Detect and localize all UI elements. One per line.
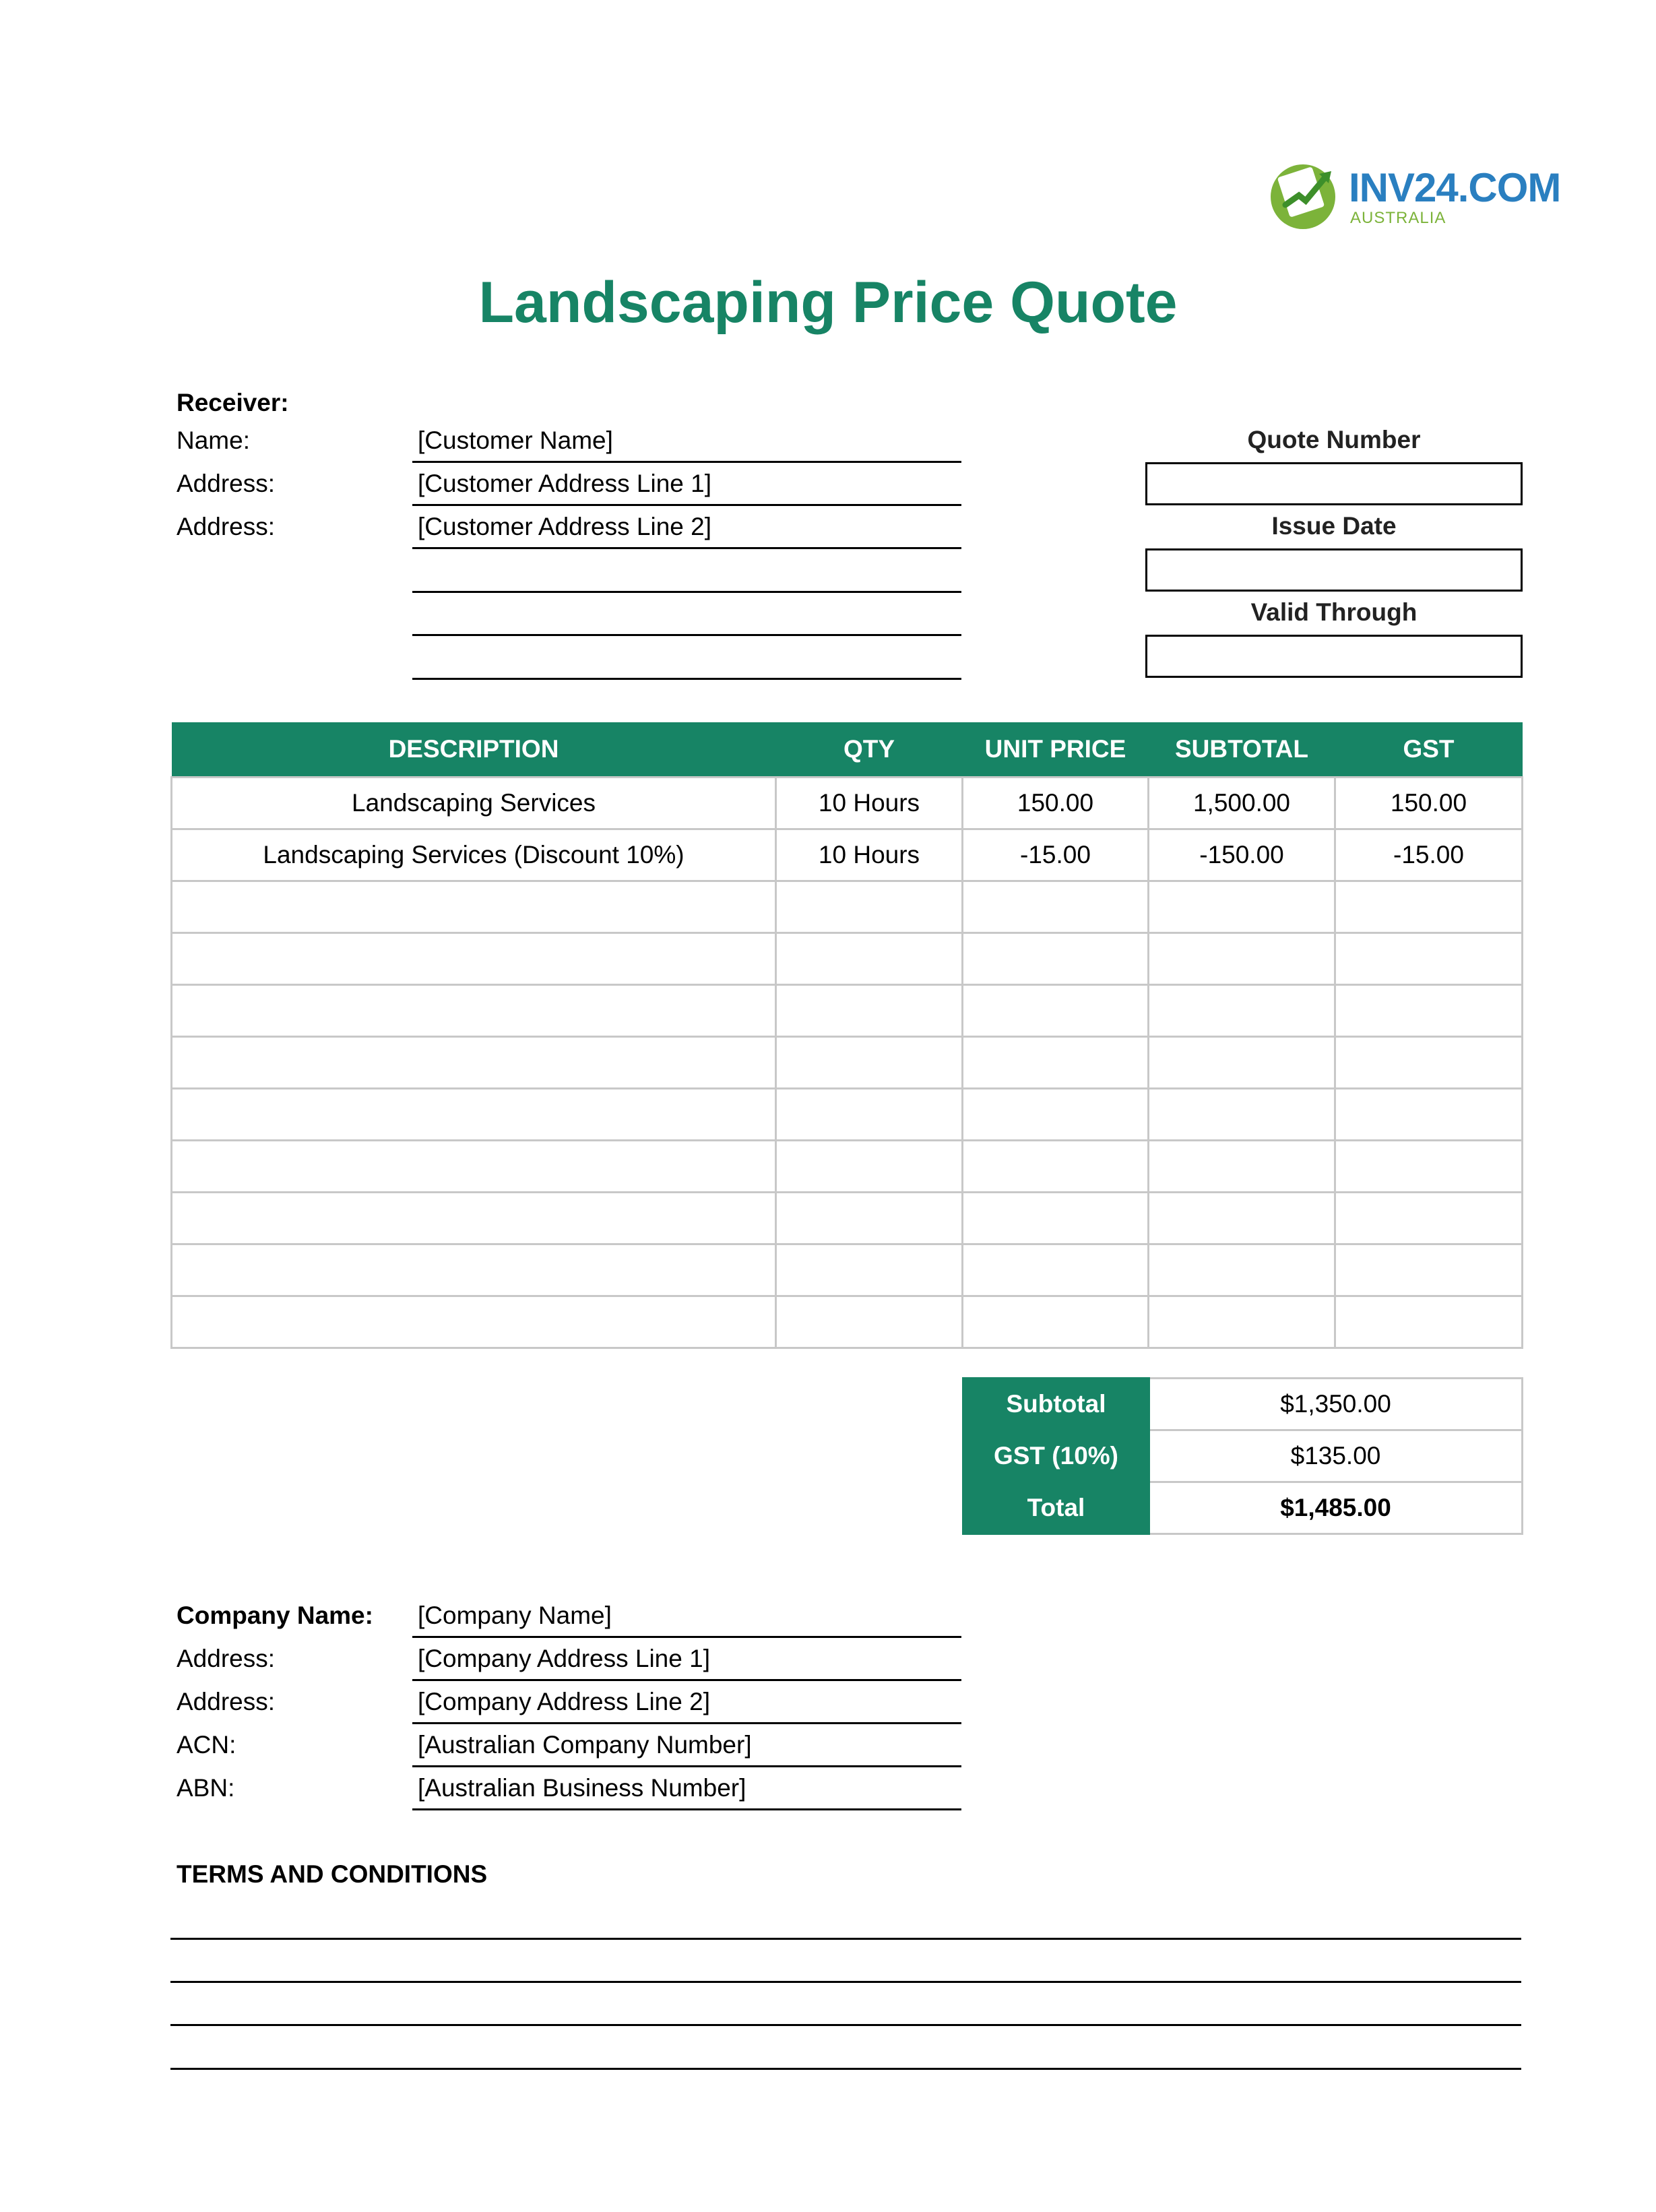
terms-line-4[interactable] — [170, 2068, 1521, 2070]
logo-name: INV24.COM — [1349, 165, 1561, 210]
cell-description[interactable] — [172, 881, 776, 933]
cell-unit-price[interactable]: 150.00 — [963, 778, 1149, 829]
terms-line-1[interactable] — [170, 1938, 1521, 1940]
valid-through-label: Valid Through — [1250, 598, 1418, 626]
cell-description[interactable] — [172, 1089, 776, 1141]
table-row — [172, 1193, 1523, 1244]
table-row — [172, 933, 1523, 985]
receiver-address2-underline — [412, 547, 961, 549]
cell-gst[interactable] — [1335, 933, 1523, 985]
cell-description[interactable] — [172, 1244, 776, 1296]
cell-description[interactable]: Landscaping Services (Discount 10%) — [172, 829, 776, 881]
table-row — [172, 1089, 1523, 1141]
total-value: $1,485.00 — [1149, 1482, 1523, 1534]
cell-subtotal[interactable] — [1149, 1037, 1335, 1089]
cell-subtotal[interactable] — [1149, 1141, 1335, 1193]
cell-description[interactable]: Landscaping Services — [172, 778, 776, 829]
cell-qty[interactable] — [776, 985, 963, 1037]
cell-unit-price[interactable] — [963, 1089, 1149, 1141]
gst-row — [963, 1430, 1523, 1482]
cell-gst[interactable] — [1335, 985, 1523, 1037]
company-address2-label: Address: — [177, 1688, 276, 1715]
cell-unit-price[interactable] — [963, 1037, 1149, 1089]
receiver-heading: Receiver: — [177, 389, 289, 416]
subtotal-value: $1,350.00 — [1149, 1379, 1523, 1430]
table-row — [172, 1244, 1523, 1296]
cell-subtotal[interactable] — [1149, 881, 1335, 933]
receiver-name-field[interactable]: [Customer Name] — [418, 426, 613, 454]
table-row — [172, 778, 1523, 829]
cell-qty[interactable]: 10 Hours — [776, 778, 963, 829]
terms-line-2[interactable] — [170, 1981, 1521, 1983]
cell-gst[interactable] — [1335, 1244, 1523, 1296]
terms-heading: TERMS AND CONDITIONS — [177, 1860, 488, 1888]
terms-line-3[interactable] — [170, 2024, 1521, 2026]
page-title: Landscaping Price Quote — [478, 270, 1178, 335]
cell-qty[interactable] — [776, 1296, 963, 1348]
receiver-address1-field[interactable]: [Customer Address Line 1] — [418, 470, 711, 497]
abn-field[interactable]: [Australian Business Number] — [418, 1774, 746, 1802]
cell-unit-price[interactable] — [963, 1193, 1149, 1244]
subtotal-row — [963, 1379, 1523, 1430]
table-row — [172, 1141, 1523, 1193]
cell-unit-price[interactable] — [963, 1244, 1149, 1296]
cell-qty[interactable] — [776, 1193, 963, 1244]
cell-qty[interactable] — [776, 1141, 963, 1193]
company-logo — [1265, 156, 1561, 237]
line-items-header-row — [172, 722, 1523, 778]
cell-description[interactable] — [172, 1296, 776, 1348]
cell-subtotal[interactable] — [1149, 1089, 1335, 1141]
cell-gst[interactable]: 150.00 — [1335, 778, 1523, 829]
logo-chart-icon — [1265, 156, 1341, 232]
company-name-label: Company Name: — [177, 1602, 373, 1629]
receiver-address2-field[interactable]: [Customer Address Line 2] — [418, 513, 711, 540]
acn-field[interactable]: [Australian Company Number] — [418, 1731, 752, 1759]
cell-unit-price[interactable] — [963, 985, 1149, 1037]
gst-label: GST (10%) — [963, 1430, 1149, 1482]
cell-gst[interactable] — [1335, 1141, 1523, 1193]
totals-table — [962, 1377, 1523, 1535]
cell-subtotal[interactable] — [1149, 1244, 1335, 1296]
table-row — [172, 881, 1523, 933]
cell-unit-price[interactable]: -15.00 — [963, 829, 1149, 881]
cell-description[interactable] — [172, 1037, 776, 1089]
receiver-name-label: Name: — [177, 426, 250, 454]
quote-number-label: Quote Number — [1247, 426, 1421, 453]
column-header-unit-price: UNIT PRICE — [963, 722, 1149, 778]
cell-description[interactable] — [172, 985, 776, 1037]
logo-subtitle: AUSTRALIA — [1350, 209, 1446, 227]
total-row — [963, 1482, 1523, 1534]
cell-description[interactable] — [172, 1193, 776, 1244]
cell-description[interactable] — [172, 933, 776, 985]
column-header-qty: QTY — [776, 722, 963, 778]
cell-subtotal[interactable]: 1,500.00 — [1149, 778, 1335, 829]
acn-underline — [412, 1765, 961, 1767]
abn-underline — [412, 1808, 961, 1810]
company-name-underline — [412, 1636, 961, 1638]
total-label: Total — [963, 1482, 1149, 1534]
receiver-address1-label: Address: — [177, 470, 276, 497]
issue-date-field[interactable] — [1145, 548, 1523, 592]
company-address2-field[interactable]: [Company Address Line 2] — [418, 1688, 710, 1715]
column-header-subtotal: SUBTOTAL — [1149, 722, 1335, 778]
cell-subtotal[interactable] — [1149, 933, 1335, 985]
receiver-name-underline — [412, 461, 961, 463]
company-address1-underline — [412, 1679, 961, 1681]
receiver-address2-label: Address: — [177, 513, 276, 540]
receiver-extra-underline-3 — [412, 678, 961, 680]
table-row — [172, 1296, 1523, 1348]
cell-subtotal[interactable] — [1149, 1296, 1335, 1348]
cell-gst[interactable] — [1335, 1193, 1523, 1244]
abn-label: ABN: — [177, 1774, 235, 1802]
cell-gst[interactable] — [1335, 881, 1523, 933]
cell-qty[interactable] — [776, 1089, 963, 1141]
cell-gst[interactable] — [1335, 1296, 1523, 1348]
cell-gst[interactable] — [1335, 1037, 1523, 1089]
cell-qty[interactable]: 10 Hours — [776, 829, 963, 881]
cell-gst[interactable] — [1335, 1089, 1523, 1141]
cell-qty[interactable] — [776, 933, 963, 985]
company-address1-label: Address: — [177, 1645, 276, 1672]
gst-value: $135.00 — [1149, 1430, 1523, 1482]
company-address1-field[interactable]: [Company Address Line 1] — [418, 1645, 710, 1672]
quote-number-field[interactable] — [1145, 462, 1523, 505]
cell-unit-price[interactable] — [963, 1141, 1149, 1193]
column-header-gst: GST — [1335, 722, 1523, 778]
table-row — [172, 1037, 1523, 1089]
cell-qty[interactable] — [776, 1244, 963, 1296]
cell-qty[interactable] — [776, 881, 963, 933]
cell-subtotal[interactable]: -150.00 — [1149, 829, 1335, 881]
column-header-description: DESCRIPTION — [172, 722, 776, 778]
cell-subtotal[interactable] — [1149, 1193, 1335, 1244]
subtotal-label: Subtotal — [963, 1379, 1149, 1430]
receiver-extra-underline-1 — [412, 591, 961, 593]
cell-subtotal[interactable] — [1149, 985, 1335, 1037]
cell-description[interactable] — [172, 1141, 776, 1193]
receiver-extra-underline-2 — [412, 634, 961, 636]
table-row — [172, 985, 1523, 1037]
cell-gst[interactable]: -15.00 — [1335, 829, 1523, 881]
issue-date-label: Issue Date — [1271, 512, 1397, 540]
cell-unit-price[interactable] — [963, 933, 1149, 985]
receiver-address1-underline — [412, 504, 961, 506]
line-items-table — [170, 722, 1523, 1349]
table-row — [172, 829, 1523, 881]
cell-qty[interactable] — [776, 1037, 963, 1089]
cell-unit-price[interactable] — [963, 1296, 1149, 1348]
company-address2-underline — [412, 1722, 961, 1724]
company-name-field[interactable]: [Company Name] — [418, 1602, 612, 1629]
valid-through-field[interactable] — [1145, 635, 1523, 678]
cell-unit-price[interactable] — [963, 881, 1149, 933]
acn-label: ACN: — [177, 1731, 236, 1759]
